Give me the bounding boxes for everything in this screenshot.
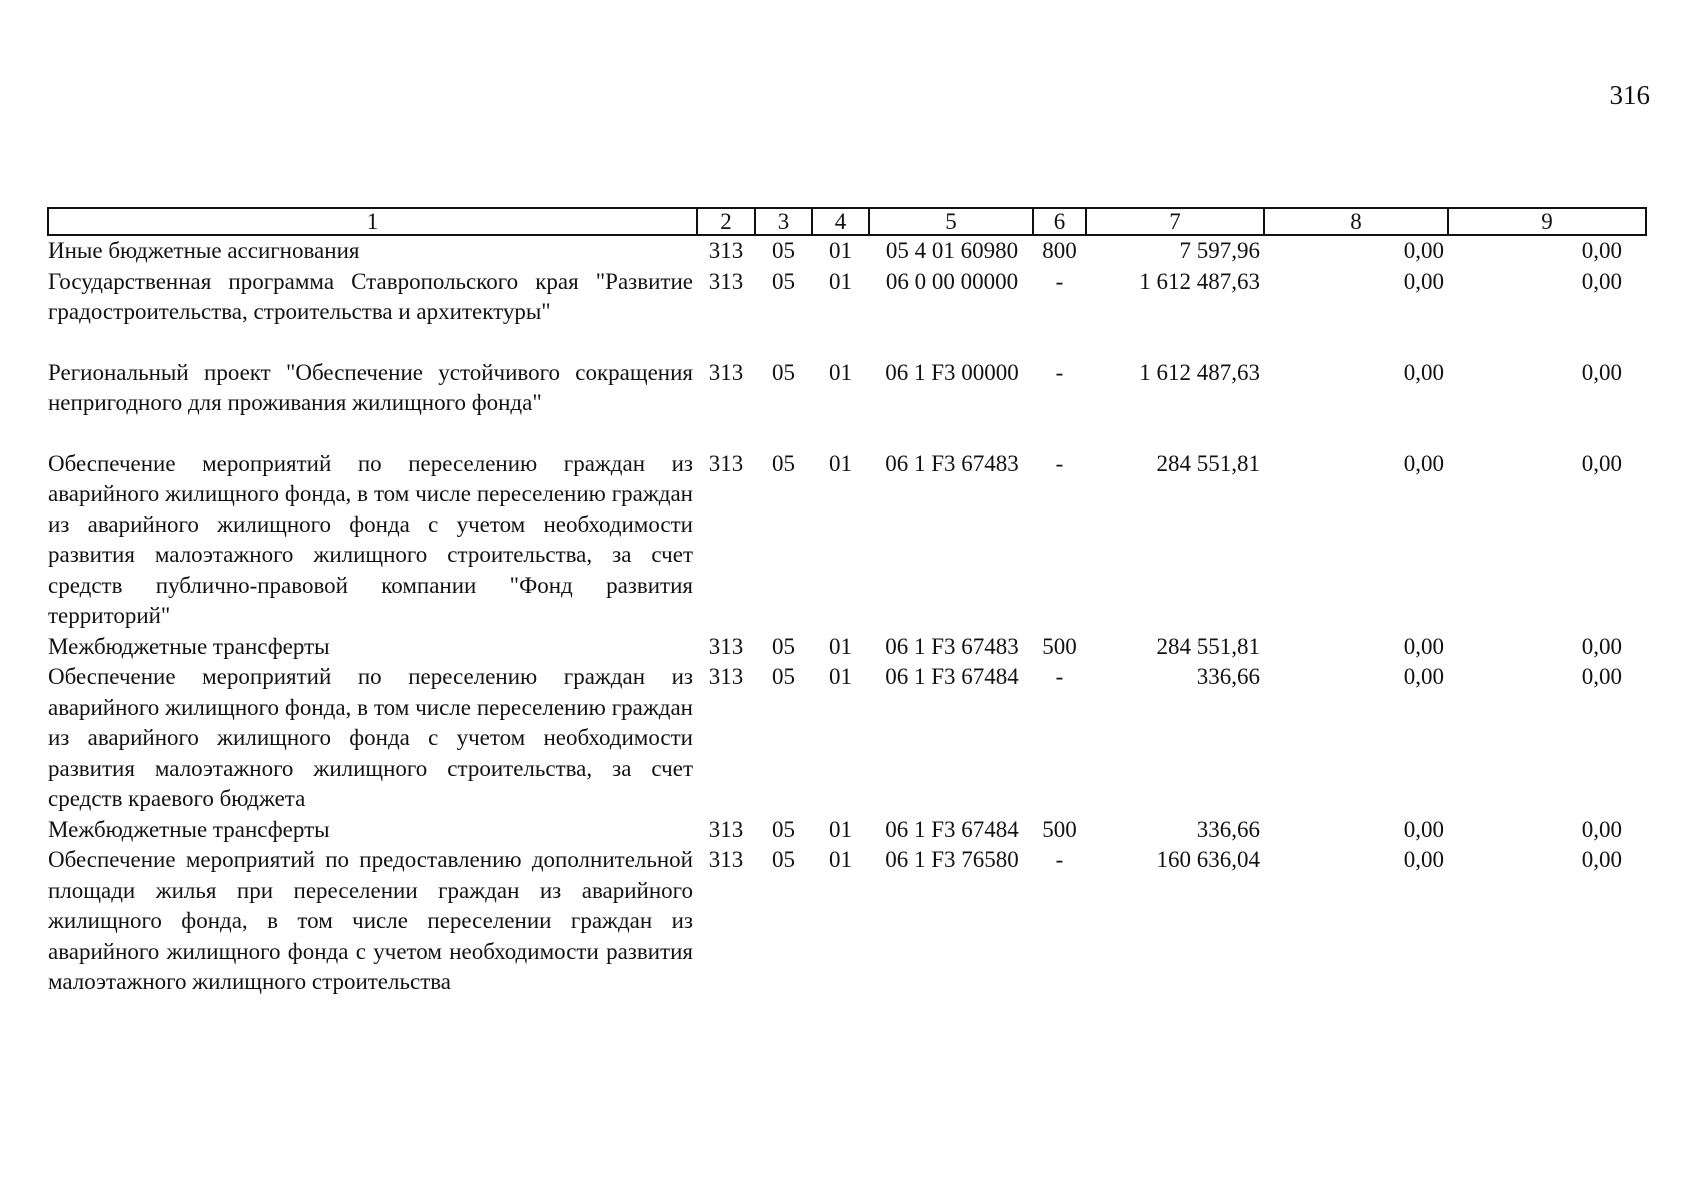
row-col-4: 01 [829,816,852,842]
row-description: Иные бюджетные ассигнования [48,238,360,263]
row-col-9: 0,00 [1581,450,1622,476]
row-col-3: 05 [772,359,795,385]
row-col-5: 05 4 01 60980 [885,238,1019,263]
row-col-4: 01 [829,847,852,872]
row-col-8: 0,00 [1403,268,1444,294]
row-col-3: 05 [772,664,795,689]
row-col-8: 0,00 [1403,847,1444,872]
row-col-5: 06 1 F3 76580 [885,847,1019,872]
row-col-2: 313 [708,816,744,842]
row-col-8: 0,00 [1403,450,1444,476]
row-col-2: 313 [708,268,744,294]
row-description: Обеспечение мероприятий по переселению граждан из аварийного жилищного фонда, в том числе переселению граждан из аварийного жилищного фонда с учетом необходимости развития малоэтажного жилищного строительства, за счет средств публично-правовой компании "Фонд развития территорий" [48,450,693,628]
row-col-2: 313 [708,847,744,872]
row-col-2: 313 [708,633,744,659]
row-col-2: 313 [708,238,744,263]
row-col-8: 0,00 [1403,238,1444,263]
row-col-8: 0,00 [1403,816,1444,842]
row-col-5: 06 1 F3 00000 [885,359,1019,385]
row-col-6: - [1055,450,1064,476]
row-col-7: 336,66 [1196,816,1260,842]
row-col-4: 01 [829,359,852,385]
row-col-3: 05 [772,816,795,842]
row-col-9: 0,00 [1581,664,1622,689]
table-row [48,632,1646,663]
row-col-4: 01 [829,633,852,659]
row-col-6: - [1055,268,1064,294]
row-col-9: 0,00 [1581,816,1622,842]
row-col-6: 500 [1042,633,1077,659]
row-col-4: 01 [829,450,852,476]
row-col-2: 313 [708,359,744,385]
column-header-7: 7 [1086,208,1264,235]
row-col-7: 1 612 487,63 [1139,359,1260,385]
column-header-6: 6 [1033,208,1086,235]
column-header-3: 3 [755,208,812,235]
table-row [48,358,1646,449]
column-header-9: 9 [1448,208,1646,235]
row-col-6: - [1055,359,1064,385]
table-row [48,235,1646,267]
row-col-7: 7 597,96 [1179,238,1260,263]
row-col-6: - [1055,664,1064,689]
page-number: 316 [1609,80,1650,110]
row-col-5: 06 1 F3 67484 [885,816,1019,842]
row-col-3: 05 [772,238,795,263]
column-header-2: 2 [697,208,755,235]
row-col-3: 05 [772,847,795,872]
row-description: Межбюджетные трансферты [48,816,330,842]
table-row [48,815,1646,846]
row-col-8: 0,00 [1403,664,1444,689]
row-col-3: 05 [772,633,795,659]
row-description: Государственная программа Ставропольского края "Развитие градостроительства, строительства и архитектуры" [48,268,693,324]
table-row [48,845,1646,998]
row-col-6: 500 [1042,816,1077,842]
column-header-1: 1 [48,208,697,235]
row-col-9: 0,00 [1581,633,1622,659]
row-col-4: 01 [829,268,852,294]
row-col-7: 336,66 [1196,664,1260,689]
row-col-5: 06 1 F3 67483 [885,633,1019,659]
row-col-7: 160 636,04 [1156,847,1260,872]
row-col-5: 06 0 00 00000 [885,268,1019,294]
column-header-4: 4 [812,208,869,235]
table-header-row [48,208,1646,235]
row-col-2: 313 [708,450,744,476]
row-col-4: 01 [829,664,852,689]
table-row [48,267,1646,358]
table-row [48,662,1646,815]
row-col-9: 0,00 [1581,847,1622,872]
row-col-7: 284 551,81 [1156,633,1260,659]
row-col-9: 0,00 [1581,268,1622,294]
table-row [48,449,1646,632]
column-header-5: 5 [869,208,1033,235]
row-col-4: 01 [829,238,852,263]
row-col-7: 1 612 487,63 [1139,268,1260,294]
row-col-8: 0,00 [1403,359,1444,385]
row-col-2: 313 [708,664,744,689]
row-description: Региональный проект "Обеспечение устойчивого сокращения непригодного для проживания жилищного фонда" [48,359,693,415]
row-col-8: 0,00 [1403,633,1444,659]
row-col-7: 284 551,81 [1156,450,1260,476]
row-description: Обеспечение мероприятий по переселению граждан из аварийного жилищного фонда, в том числе переселению граждан из аварийного жилищного фонда с учетом необходимости развития малоэтажного жилищного строительства, за счет средств краевого бюджета [48,664,693,811]
column-header-8: 8 [1264,208,1448,235]
row-col-6: - [1055,847,1064,872]
row-col-3: 05 [772,268,795,294]
row-col-6: 800 [1042,238,1077,263]
row-col-9: 0,00 [1581,238,1622,263]
row-description: Межбюджетные трансферты [48,633,330,659]
row-col-3: 05 [772,450,795,476]
row-col-5: 06 1 F3 67483 [885,450,1019,476]
row-col-5: 06 1 F3 67484 [885,664,1019,689]
row-description: Обеспечение мероприятий по предоставлению дополнительной площади жилья при переселении граждан из аварийного жилищного фонда, в том числе переселении граждан из аварийного жилищного фонда с учетом необходимости развития малоэтажного жилищного строительства [48,847,693,994]
row-col-9: 0,00 [1581,359,1622,385]
budget-table [47,207,1647,998]
